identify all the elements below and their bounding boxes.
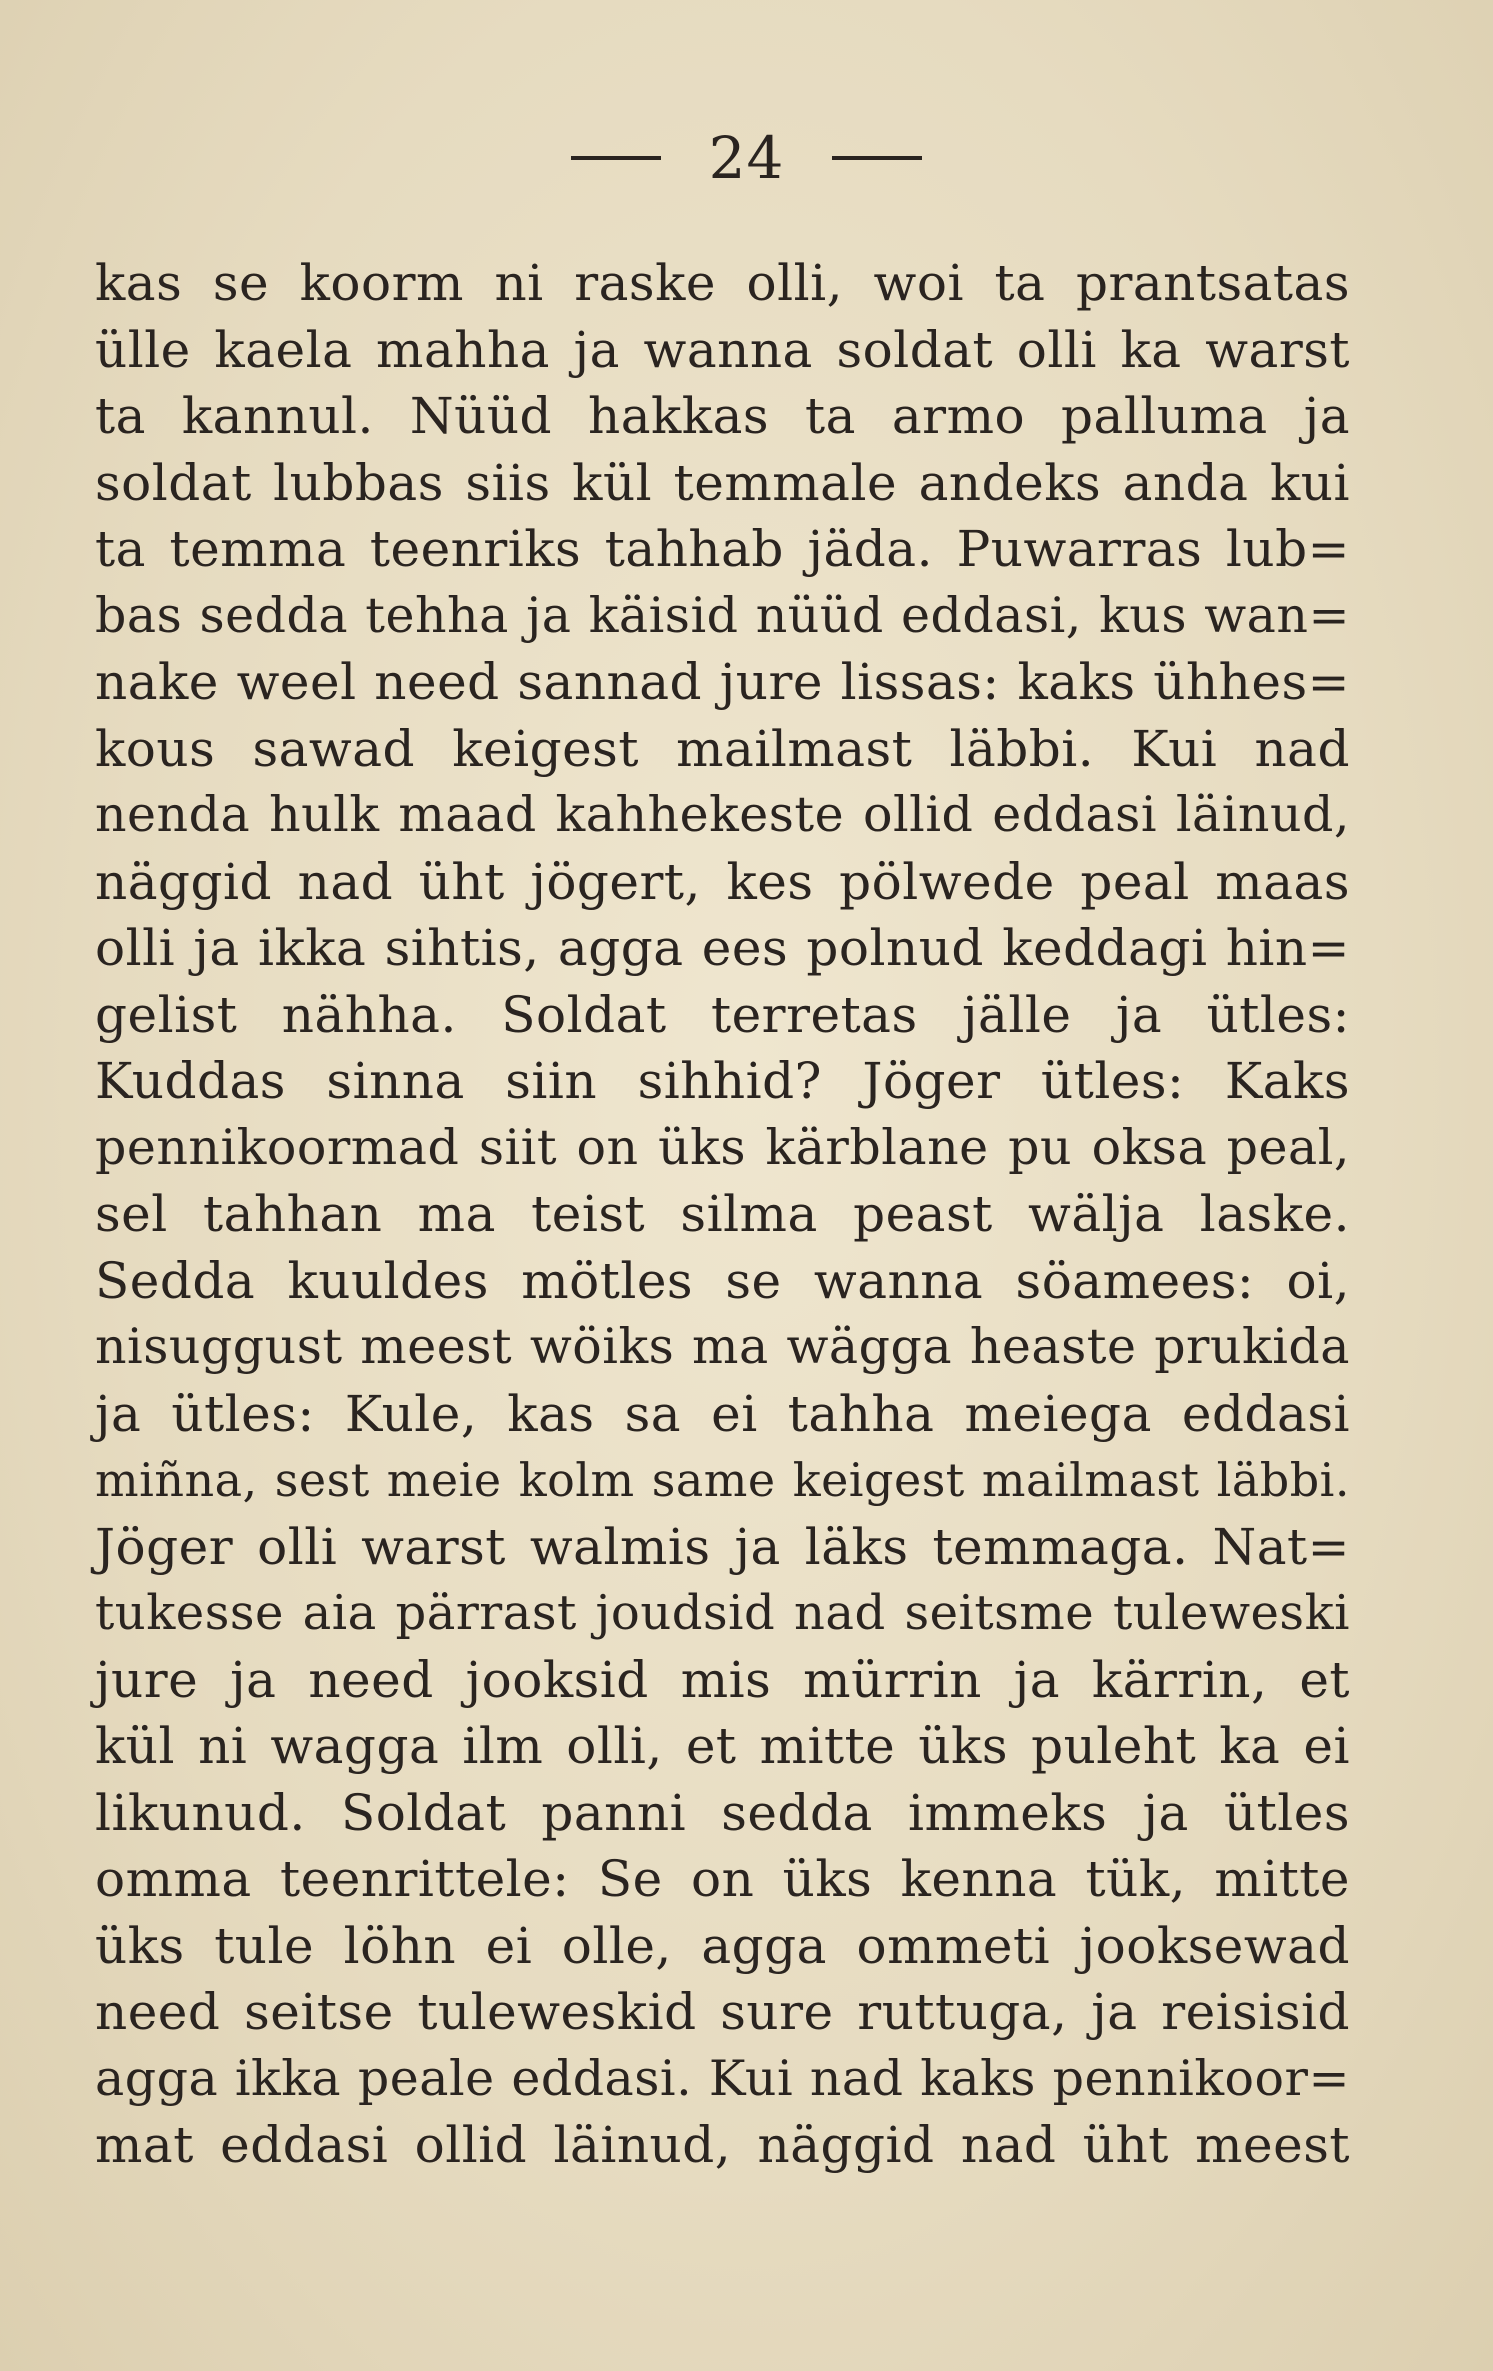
text-line: olli ja ikka sihtis, agga ees polnud keddagi hin= — [95, 919, 1350, 977]
text-line: Jöger olli warst walmis ja läks temmaga. Nat= — [95, 1517, 1350, 1576]
text-line: omma teenrittele: Se on üks kenna tük, mitte — [95, 1850, 1350, 1908]
text-line: Kuddas sinna siin sihhid? Jöger ütles: Kaks — [95, 1052, 1350, 1110]
text-line: pennikoormad siit on üks kärblane pu oksa peal, — [95, 1118, 1350, 1176]
left-dash — [571, 156, 661, 160]
text-line: Sedda kuuldes mötles se wanna söamees: oi, — [95, 1251, 1350, 1310]
text-line: agga ikka peale eddasi. Kui nad kaks pennikoor= — [95, 2049, 1350, 2107]
text-line: kül ni wagga ilm olli, et mitte üks puleht ka ei — [95, 1717, 1350, 1775]
text-line: soldat lubbas siis kül temmale andeks anda kui — [95, 453, 1350, 512]
text-line: gelist nähha. Soldat terretas jälle ja ütles: — [95, 985, 1350, 1044]
page-number: 24 — [708, 124, 785, 192]
text-line: nisuggust meest wöiks ma wägga heaste prukida — [95, 1318, 1350, 1375]
text-line: näggid nad üht jögert, kes pölwede peal maas — [95, 852, 1350, 911]
text-line: need seitse tuleweskid sure ruttuga, ja reisisid — [95, 1983, 1350, 2041]
text-line: kas se koorm ni raske olli, woi ta prantsatas — [95, 254, 1350, 312]
page-header — [0, 118, 1493, 198]
text-line: mat eddasi ollid läinud, näggid nad üht meest — [95, 2116, 1350, 2174]
text-line: tukesse aia pärrast joudsid nad seitsme tuleweski — [95, 1585, 1350, 1641]
text-line: bas sedda tehha ja käisid nüüd eddasi, kus wan= — [95, 586, 1350, 644]
text-line: ülle kaela mahha ja wanna soldat olli ka warst — [95, 320, 1350, 379]
right-dash — [832, 156, 922, 160]
body-text — [95, 250, 1350, 2179]
text-line: sel tahhan ma teist silma peast wälja laske. — [95, 1185, 1350, 1243]
text-line: kous sawad keigest mailmast läbbi. Kui nad — [95, 719, 1350, 778]
text-line: miñna, sest meie kolm same keigest mailmast läbbi. — [95, 1453, 1350, 1507]
text-line: üks tule löhn ei olle, agga ommeti jooksewad — [95, 1916, 1350, 1975]
text-line: ja ütles: Kule, kas sa ei tahha meiega eddasi — [95, 1384, 1350, 1443]
text-line: nake weel need sannad jure lissas: kaks ühhes= — [95, 653, 1350, 711]
text-line: ta temma teenriks tahhab jäda. Puwarras lub= — [95, 520, 1350, 578]
text-line: nenda hulk maad kahhekeste ollid eddasi läinud, — [95, 786, 1350, 843]
text-line: ta kannul. Nüüd hakkas ta armo palluma ja — [95, 387, 1350, 445]
text-line: likunud. Soldat panni sedda immeks ja ütles — [95, 1783, 1350, 1842]
text-line: jure ja need jooksid mis mürrin ja kärrin, et — [95, 1650, 1350, 1709]
